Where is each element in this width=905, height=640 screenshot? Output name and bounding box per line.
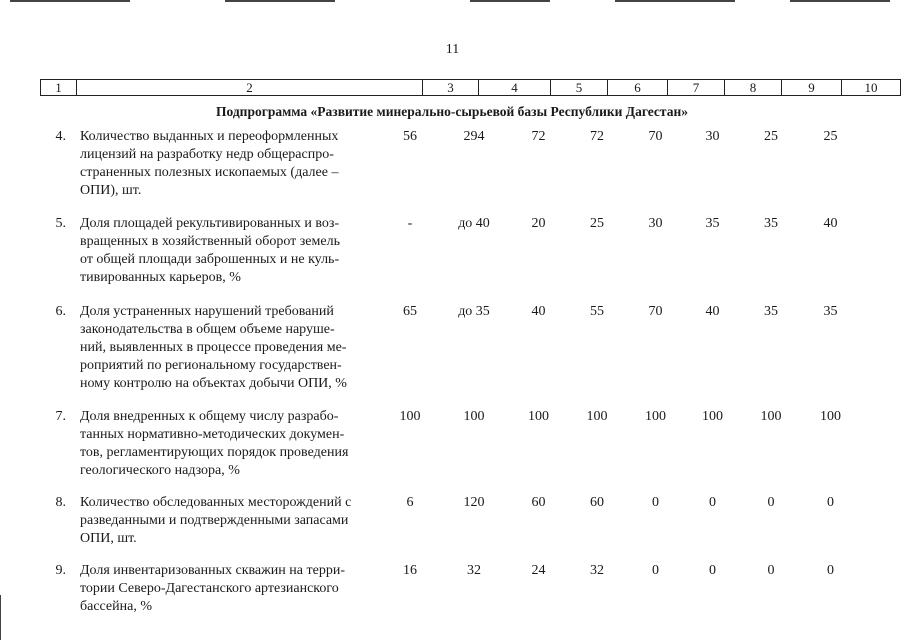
column-number-header [40, 79, 901, 96]
value-col-8: 30 [705, 129, 720, 144]
row-number: 4. [55, 129, 66, 144]
value-col-8: 0 [709, 563, 716, 578]
value-col-10: 35 [823, 304, 838, 319]
value-col-9: 35 [764, 304, 778, 319]
value-col-10: 25 [823, 129, 838, 144]
description-line: разведанными и подтвержденными запасами [80, 513, 349, 528]
value-col-6: 72 [590, 129, 604, 144]
row-description [80, 303, 417, 393]
row-number: 7. [55, 409, 66, 424]
row-description [80, 562, 417, 616]
value-col-10: 0 [827, 563, 834, 578]
value-col-6: 32 [590, 563, 604, 578]
value-col-6: 25 [590, 216, 604, 231]
value-col-5: 24 [531, 563, 546, 578]
subprogram-title: Подпрограмма «Развитие минерально-сырьевой базы Республики Дагестан» [215, 104, 688, 119]
value-col-4: 32 [467, 563, 481, 578]
description-line: тов, регламентирующих порядок проведения [80, 445, 349, 460]
value-col-3: 65 [403, 304, 417, 319]
description-line: тивированных карьеров, % [80, 270, 241, 285]
description-line: страненных полезных ископаемых (далее – [80, 165, 339, 180]
value-col-4: до 40 [458, 216, 490, 231]
value-col-6: 60 [590, 495, 604, 510]
value-col-4: 100 [463, 409, 485, 424]
value-col-5: 60 [531, 495, 546, 510]
value-col-4: 294 [463, 129, 485, 144]
description-line: ному контролю на объектах добычи ОПИ, % [80, 376, 347, 391]
description-line: Доля внедренных к общему числу разрабо- [80, 409, 339, 424]
value-col-3: 100 [399, 409, 421, 424]
value-col-8: 35 [705, 216, 720, 231]
description-line: от общей площади заброшенных и не куль- [80, 252, 340, 267]
description-line: роприятий по региональному государствен- [80, 358, 342, 373]
description-line: ОПИ), шт. [80, 183, 142, 198]
value-col-6: 55 [590, 304, 604, 319]
description-line: ОПИ, шт. [80, 531, 137, 546]
column-number: 10 [842, 80, 901, 96]
value-col-5: 72 [531, 129, 546, 144]
value-col-10: 0 [827, 495, 834, 510]
column-number: 3 [423, 80, 479, 96]
description-line: Доля площадей рекультивированных и воз- [80, 216, 340, 231]
header-row [41, 80, 901, 96]
value-col-7: 0 [652, 563, 659, 578]
value-col-5: 20 [531, 216, 546, 231]
row-description [80, 408, 417, 480]
column-number: 4 [479, 80, 551, 96]
description-line: лицензий на разработку недр общераспро- [80, 147, 334, 162]
value-col-5: 100 [528, 409, 549, 424]
value-col-7: 100 [645, 409, 666, 424]
value-col-7: 70 [648, 304, 663, 319]
column-number: 2 [77, 80, 423, 96]
value-col-3: 16 [403, 563, 417, 578]
value-col-3: - [407, 216, 413, 231]
column-number: 7 [668, 80, 725, 96]
value-col-5: 40 [531, 304, 546, 319]
description-line: Доля инвентаризованных скважин на терри- [80, 563, 345, 578]
row-number: 5. [55, 216, 66, 231]
description-line: Доля устраненных нарушений требований [80, 304, 334, 319]
column-number: 6 [608, 80, 668, 96]
value-col-10: 100 [820, 409, 841, 424]
page-number: 11 [445, 42, 460, 57]
scan-mark [470, 0, 550, 2]
scan-mark [790, 0, 890, 2]
scan-mark [225, 0, 335, 2]
value-col-9: 0 [767, 495, 775, 510]
description-line: Количество обследованных месторождений с [80, 495, 352, 510]
value-col-6: 100 [586, 409, 608, 424]
scan-mark [10, 0, 130, 2]
value-col-9: 100 [760, 409, 782, 424]
description-line: танных нормативно-методических докумен- [80, 427, 345, 442]
row-number: 9. [55, 563, 66, 578]
row-description [80, 494, 417, 548]
value-col-3: 6 [406, 495, 414, 510]
column-number: 9 [782, 80, 842, 96]
value-col-4: 120 [463, 495, 485, 510]
value-col-9: 35 [764, 216, 778, 231]
scan-mark [0, 595, 1, 640]
description-line: вращенных в хозяйственный оборот земель [80, 234, 340, 249]
value-col-9: 0 [767, 563, 775, 578]
value-col-10: 40 [823, 216, 838, 231]
column-number: 5 [551, 80, 608, 96]
description-line: Количество выданных и переоформленных [80, 129, 339, 144]
row-description [80, 128, 417, 200]
column-number: 1 [41, 80, 77, 96]
value-col-4: до 35 [458, 304, 490, 319]
value-col-7: 0 [652, 495, 659, 510]
value-col-7: 30 [648, 216, 663, 231]
description-line: тории Северо-Дагестанского артезианского [80, 581, 339, 596]
column-number: 8 [725, 80, 782, 96]
description-line: законодательства в общем объеме наруше- [80, 322, 335, 337]
row-number: 6. [55, 304, 66, 319]
value-col-8: 40 [705, 304, 720, 319]
description-line: бассейна, % [80, 599, 153, 614]
value-col-7: 70 [648, 129, 663, 144]
value-col-8: 0 [709, 495, 716, 510]
value-col-8: 100 [702, 409, 723, 424]
value-col-9: 25 [764, 129, 778, 144]
description-line: геологического надзора, % [80, 463, 240, 478]
value-col-3: 56 [403, 129, 417, 144]
scan-mark [615, 0, 735, 2]
description-line: ний, выявленных в процессе проведения ме- [80, 340, 347, 355]
row-description [80, 215, 417, 287]
row-number: 8. [55, 495, 66, 510]
